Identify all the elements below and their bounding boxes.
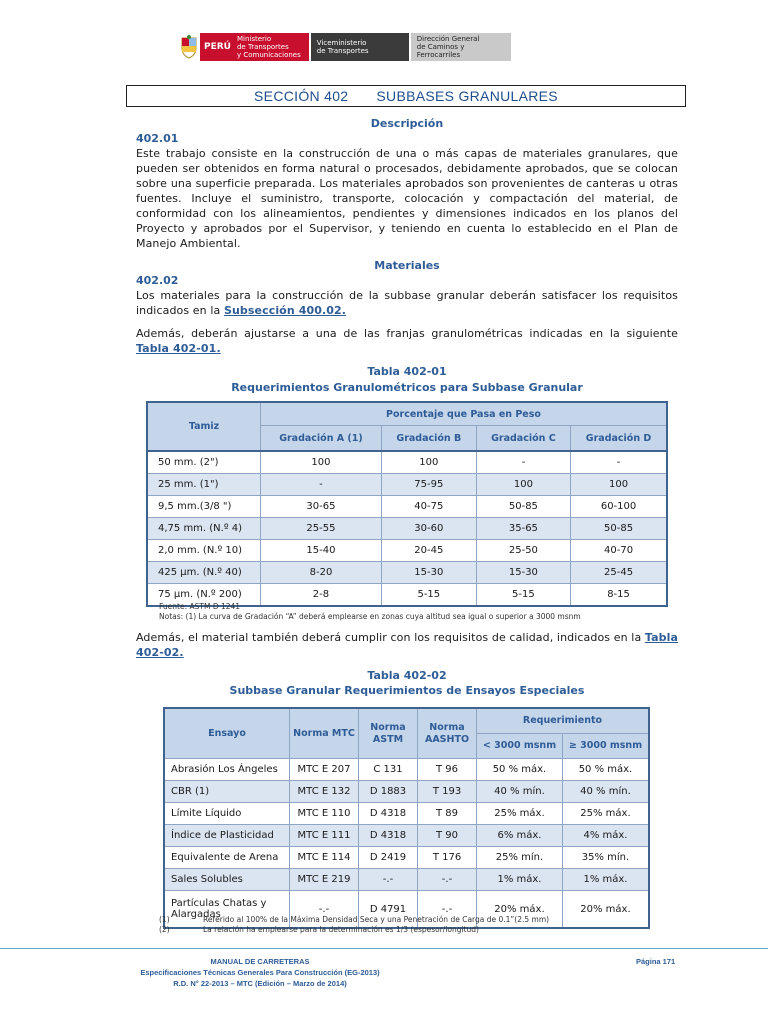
table-row bbox=[164, 847, 649, 869]
value-cell: 4% máx. bbox=[562, 825, 649, 847]
header-logos bbox=[178, 33, 511, 61]
table-row bbox=[147, 451, 667, 474]
tabla-402-02-link[interactable]: Tabla 402-02. bbox=[136, 631, 678, 659]
value-cell: 25% mín. bbox=[477, 847, 563, 869]
value-cell: 25% máx. bbox=[562, 803, 649, 825]
ensayo-cell: Abrasión Los Ángeles bbox=[164, 759, 290, 781]
value-cell: -.- bbox=[359, 869, 418, 891]
calidad-paragraph bbox=[136, 630, 678, 660]
value-cell: MTC E 219 bbox=[290, 869, 359, 891]
footer-spec: Especificaciones Técnicas Generales Para Construcción (EG-2013) bbox=[140, 968, 380, 977]
paragraph-text: Además, el material también deberá cumplir con los requisitos de calidad, indicados en la bbox=[136, 631, 642, 644]
value-cell: T 90 bbox=[418, 825, 477, 847]
descripcion-code: 402.01 bbox=[136, 132, 179, 145]
table-row bbox=[164, 803, 649, 825]
value-cell: T 96 bbox=[418, 759, 477, 781]
table1-notes: Notas: (1) La curva de Gradación “A” deberá emplearse en zonas cuya altitud sea igual o superior a 3000 msnm bbox=[159, 612, 581, 621]
table-row bbox=[164, 825, 649, 847]
value-cell: D 4318 bbox=[359, 825, 418, 847]
ensayo-cell: Sales Solubles bbox=[164, 869, 290, 891]
peru-label: PERÚ bbox=[204, 42, 231, 52]
materiales-code: 402.02 bbox=[136, 274, 179, 287]
table-row bbox=[164, 869, 649, 891]
value-cell: 100 bbox=[261, 451, 382, 474]
section-name: SUBBASES GRANULARES bbox=[376, 88, 558, 104]
tamiz-cell: 25 mm. (1") bbox=[147, 474, 261, 496]
value-cell: D 4318 bbox=[359, 803, 418, 825]
table-row bbox=[164, 781, 649, 803]
section-title bbox=[126, 85, 686, 107]
value-cell: MTC E 111 bbox=[290, 825, 359, 847]
value-cell: 40-70 bbox=[571, 540, 667, 562]
value-cell: 15-30 bbox=[476, 562, 570, 584]
descripcion-text: Este trabajo consiste en la construcción de una o más capas de materiales granulares, que pueden ser obtenidos en forma natural o procesados, debidamente aprobados, que se colocan sobre una superficie preparada. Los materiales aprobados son provenientes de canteras u otras fuentes. Incluye el suministro, transporte, colocación y compactación del material, de conformidad con los alineamientos, pendientes y dimensiones indicados en los planos del Proyecto y aprobados por el Supervisor, y teniendo en cuenta lo establecido en el Plan de Manejo Ambiental. bbox=[136, 147, 678, 250]
viceministry-logo bbox=[311, 33, 409, 61]
ensayo-cell: Equivalente de Arena bbox=[164, 847, 290, 869]
value-cell: 35% mín. bbox=[562, 847, 649, 869]
table1-source: Fuente: ASTM D 1241 bbox=[159, 602, 241, 611]
page-number: Página 171 bbox=[636, 957, 676, 966]
table-row bbox=[147, 540, 667, 562]
col-header-gradacion-d: Gradación D bbox=[571, 426, 667, 452]
section-number: SECCIÓN 402 bbox=[254, 88, 349, 104]
value-cell: 50 % máx. bbox=[477, 759, 563, 781]
value-cell: 25% máx. bbox=[477, 803, 563, 825]
value-cell: 35-65 bbox=[476, 518, 570, 540]
value-cell: 50-85 bbox=[571, 518, 667, 540]
value-cell: 5-15 bbox=[476, 584, 570, 607]
ensayo-cell: Índice de Plasticidad bbox=[164, 825, 290, 847]
table2-caption: Tabla 402-02 bbox=[367, 669, 447, 682]
ensayo-cell: Límite Líquido bbox=[164, 803, 290, 825]
value-cell: 25-55 bbox=[261, 518, 382, 540]
value-cell: T 176 bbox=[418, 847, 477, 869]
value-cell: 30-65 bbox=[261, 496, 382, 518]
value-cell: C 131 bbox=[359, 759, 418, 781]
materiales-paragraph-2 bbox=[136, 326, 678, 356]
value-cell: 100 bbox=[571, 474, 667, 496]
value-cell: MTC E 207 bbox=[290, 759, 359, 781]
table-row bbox=[147, 474, 667, 496]
table-row bbox=[164, 759, 649, 781]
value-cell: 15-40 bbox=[261, 540, 382, 562]
tabla-402-01-link[interactable]: Tabla 402-01. bbox=[136, 342, 221, 355]
table2-note-1 bbox=[159, 915, 550, 924]
vice-line: de Transportes bbox=[316, 47, 369, 55]
col-header-group: Porcentaje que Pasa en Peso bbox=[261, 402, 668, 426]
col-header-lt-3000: < 3000 msnm bbox=[477, 734, 563, 759]
table1-title: Requerimientos Granulométricos para Subbase Granular bbox=[231, 381, 583, 394]
ensayo-cell: Partículas Chatas y Alargadas bbox=[164, 891, 290, 929]
value-cell: 15-30 bbox=[381, 562, 476, 584]
tamiz-cell: 75 µm. (N.º 200) bbox=[147, 584, 261, 607]
value-cell: 100 bbox=[381, 451, 476, 474]
note-text: La relación ha emplearse para la determinación es 1/3 (espesor/longitud) bbox=[203, 925, 479, 934]
value-cell: 20-45 bbox=[381, 540, 476, 562]
table2-note-2 bbox=[159, 925, 479, 934]
col-header-astm: Norma ASTM bbox=[359, 708, 418, 759]
materiales-heading: Materiales bbox=[374, 259, 440, 272]
table1-caption: Tabla 402-01 bbox=[367, 365, 447, 378]
tamiz-cell: 425 µm. (N.º 40) bbox=[147, 562, 261, 584]
table-row bbox=[147, 496, 667, 518]
tamiz-cell: 4,75 mm. (N.º 4) bbox=[147, 518, 261, 540]
note-text: Referido al 100% de la Máxima Densidad Seca y una Penetración de Carga de 0.1”(2.5 mm) bbox=[203, 915, 550, 924]
value-cell: 60-100 bbox=[571, 496, 667, 518]
value-cell: 25-45 bbox=[571, 562, 667, 584]
coat-of-arms-icon bbox=[178, 33, 200, 61]
value-cell: 40 % mín. bbox=[562, 781, 649, 803]
direction-logo bbox=[411, 33, 511, 61]
value-cell: 1% máx. bbox=[477, 869, 563, 891]
footer-rd: R.D. N° 22-2013 – MTC (Edición – Marzo de 2014) bbox=[173, 979, 347, 988]
special-tests-table bbox=[163, 707, 650, 929]
footer-manual: MANUAL DE CARRETERAS bbox=[210, 957, 310, 966]
value-cell: 20% máx. bbox=[477, 891, 563, 929]
col-header-requerimiento: Requerimiento bbox=[477, 708, 650, 734]
value-cell: 50-85 bbox=[476, 496, 570, 518]
vice-line: Viceministerio bbox=[316, 39, 367, 47]
paragraph-text: Además, deberán ajustarse a una de las franjas granulométricas indicadas en la siguiente bbox=[136, 327, 678, 340]
col-header-gradacion-b: Gradación B bbox=[381, 426, 476, 452]
ministry-line: Ministerio bbox=[236, 35, 272, 43]
value-cell: MTC E 110 bbox=[290, 803, 359, 825]
value-cell: -.- bbox=[418, 869, 477, 891]
col-header-ensayo: Ensayo bbox=[164, 708, 290, 759]
value-cell: 20% máx. bbox=[562, 891, 649, 929]
direction-line: de Caminos y bbox=[416, 43, 465, 51]
direction-line: Dirección General bbox=[416, 35, 480, 43]
value-cell: 100 bbox=[476, 474, 570, 496]
col-header-aashto: Norma AASHTO bbox=[418, 708, 477, 759]
ministry-name bbox=[237, 35, 301, 59]
value-cell: 50 % máx. bbox=[562, 759, 649, 781]
col-header-mtc: Norma MTC bbox=[290, 708, 359, 759]
ensayo-cell: CBR (1) bbox=[164, 781, 290, 803]
value-cell: D 1883 bbox=[359, 781, 418, 803]
value-cell: MTC E 114 bbox=[290, 847, 359, 869]
value-cell: -.- bbox=[418, 891, 477, 929]
value-cell: D 2419 bbox=[359, 847, 418, 869]
col-header-tamiz: Tamiz bbox=[147, 402, 261, 451]
table-row bbox=[147, 518, 667, 540]
value-cell: 30-60 bbox=[381, 518, 476, 540]
value-cell: T 89 bbox=[418, 803, 477, 825]
paragraph-text: Los materiales para la construcción de la subbase granular deberán satisfacer los requisitos indicados en la bbox=[136, 289, 678, 317]
direction-line: Ferrocarriles bbox=[416, 51, 461, 59]
note-number: (2) bbox=[159, 925, 170, 934]
value-cell: MTC E 132 bbox=[290, 781, 359, 803]
value-cell: 1% máx. bbox=[562, 869, 649, 891]
materiales-paragraph-1 bbox=[136, 288, 678, 318]
value-cell: 75-95 bbox=[381, 474, 476, 496]
col-header-gradacion-c: Gradación C bbox=[476, 426, 570, 452]
subsection-400-02-link[interactable]: Subsección 400.02. bbox=[223, 304, 347, 317]
value-cell: 2-8 bbox=[261, 584, 382, 607]
tamiz-cell: 50 mm. (2") bbox=[147, 451, 261, 474]
ministry-line: y Comunicaciones bbox=[236, 51, 301, 59]
footer-divider bbox=[0, 948, 768, 949]
tamiz-cell: 9,5 mm.(3/8 ") bbox=[147, 496, 261, 518]
table2-title: Subbase Granular Requerimientos de Ensayos Especiales bbox=[229, 684, 585, 697]
value-cell: -.- bbox=[290, 891, 359, 929]
value-cell: 40 % mín. bbox=[477, 781, 563, 803]
granulometric-table bbox=[146, 401, 668, 607]
value-cell: 8-15 bbox=[571, 584, 667, 607]
value-cell: - bbox=[571, 451, 667, 474]
value-cell: D 4791 bbox=[359, 891, 418, 929]
note-number: (1) bbox=[159, 915, 170, 924]
value-cell: 8-20 bbox=[261, 562, 382, 584]
value-cell: T 193 bbox=[418, 781, 477, 803]
col-header-gradacion-a: Gradación A (1) bbox=[261, 426, 382, 452]
value-cell: - bbox=[476, 451, 570, 474]
value-cell: - bbox=[261, 474, 382, 496]
ministry-logo bbox=[200, 33, 309, 61]
ministry-line: de Transportes bbox=[236, 43, 289, 51]
value-cell: 40-75 bbox=[381, 496, 476, 518]
table-row bbox=[147, 562, 667, 584]
value-cell: 6% máx. bbox=[477, 825, 563, 847]
descripcion-heading: Descripción bbox=[370, 117, 444, 130]
value-cell: 5-15 bbox=[381, 584, 476, 607]
value-cell: 25-50 bbox=[476, 540, 570, 562]
col-header-ge-3000: ≥ 3000 msnm bbox=[562, 734, 649, 759]
tamiz-cell: 2,0 mm. (N.º 10) bbox=[147, 540, 261, 562]
